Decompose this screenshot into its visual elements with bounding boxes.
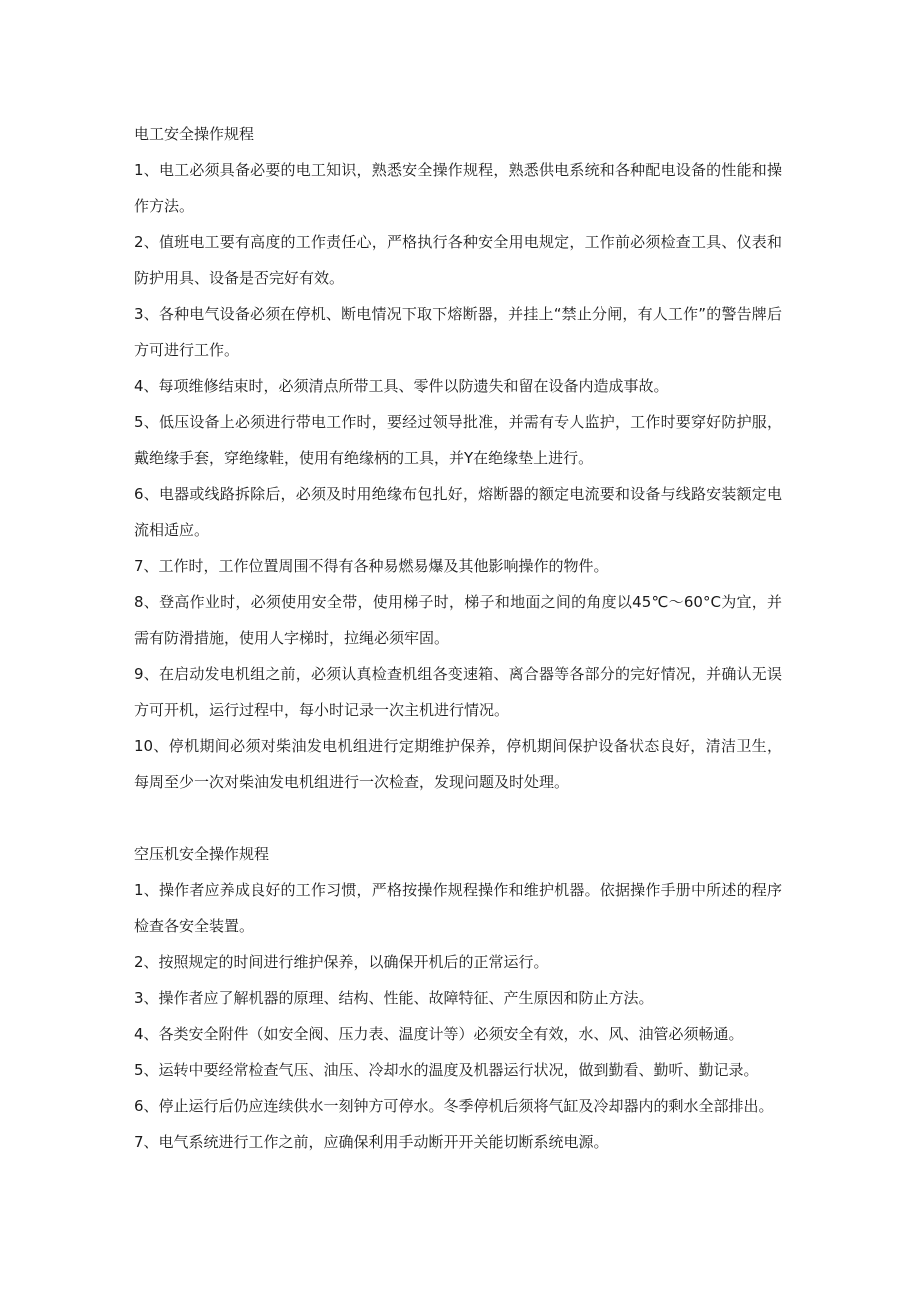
rule-item: 3、操作者应了解机器的原理、结构、性能、故障特征、产生原因和防止方法。 — [134, 989, 654, 1007]
document-page — [134, 116, 782, 1160]
section-title: 电工安全操作规程 — [134, 125, 255, 143]
rule-item: 9、在启动发电机组之前，必须认真检查机组各变速箱、离合器等各部分的完好情况，并确认无误方可开机，运行过程中，每小时记录一次主机进行情况。 — [134, 665, 782, 719]
rule-item: 5、运转中要经常检查气压、油压、冷却水的温度及机器运行状况，做到勤看、勤听、勤记录。 — [134, 1061, 759, 1079]
rule-item: 1、电工必须具备必要的电工知识，熟悉安全操作规程，熟悉供电系统和各种配电设备的性能和操作方法。 — [134, 161, 782, 215]
rule-item: 4、每项维修结束时，必须清点所带工具、零件以防遗失和留在设备内造成事故。 — [134, 377, 669, 395]
section-air-compressor — [134, 836, 782, 1160]
rule-item: 2、按照规定的时间进行维护保养，以确保开机后的正常运行。 — [134, 953, 549, 971]
rule-item: 1、操作者应养成良好的工作习惯，严格按操作规程操作和维护机器。依据操作手册中所述的程序检查各安全装置。 — [134, 881, 782, 935]
rule-item: 2、值班电工要有高度的工作责任心，严格执行各种安全用电规定，工作前必须检查工具、仪表和防护用具、设备是否完好有效。 — [134, 233, 782, 287]
rule-item: 5、低压设备上必须进行带电工作时，要经过领导批准，并需有专人监护，工作时要穿好防护服，戴绝缘手套，穿绝缘鞋，使用有绝缘柄的工具，并Y在绝缘垫上进行。 — [134, 413, 782, 467]
rule-item: 7、电气系统进行工作之前，应确保利用手动断开开关能切断系统电源。 — [134, 1133, 609, 1151]
rule-item: 8、登高作业时，必须使用安全带，使用梯子时，梯子和地面之间的角度以45℃～60°C为宜，并需有防滑措施，使用人字梯时，拉绳必须牢固。 — [134, 593, 782, 647]
rule-item: 10、停机期间必须对柴油发电机组进行定期维护保养，停机期间保护设备状态良好，清洁卫生，每周至少一次对柴油发电机组进行一次检查，发现问题及时处理。 — [134, 737, 782, 791]
rule-item: 6、电器或线路拆除后，必须及时用绝缘布包扎好，熔断器的额定电流要和设备与线路安装额定电流相适应。 — [134, 485, 782, 539]
section-title: 空压机安全操作规程 — [134, 845, 270, 863]
rule-item: 7、工作时，工作位置周围不得有各种易燃易爆及其他影响操作的物件。 — [134, 557, 609, 575]
rule-item: 3、各种电气设备必须在停机、断电情况下取下熔断器，并挂上“禁止分闸，有人工作”的警告牌后方可进行工作。 — [134, 305, 782, 359]
section-electrician — [134, 116, 782, 800]
rule-item: 4、各类安全附件（如安全阀、压力表、温度计等）必须安全有效，水、风、油管必须畅通。 — [134, 1025, 744, 1043]
rule-item: 6、停止运行后仍应连续供水一刻钟方可停水。冬季停机后须将气缸及冷却器内的剩水全部排出。 — [134, 1097, 774, 1115]
